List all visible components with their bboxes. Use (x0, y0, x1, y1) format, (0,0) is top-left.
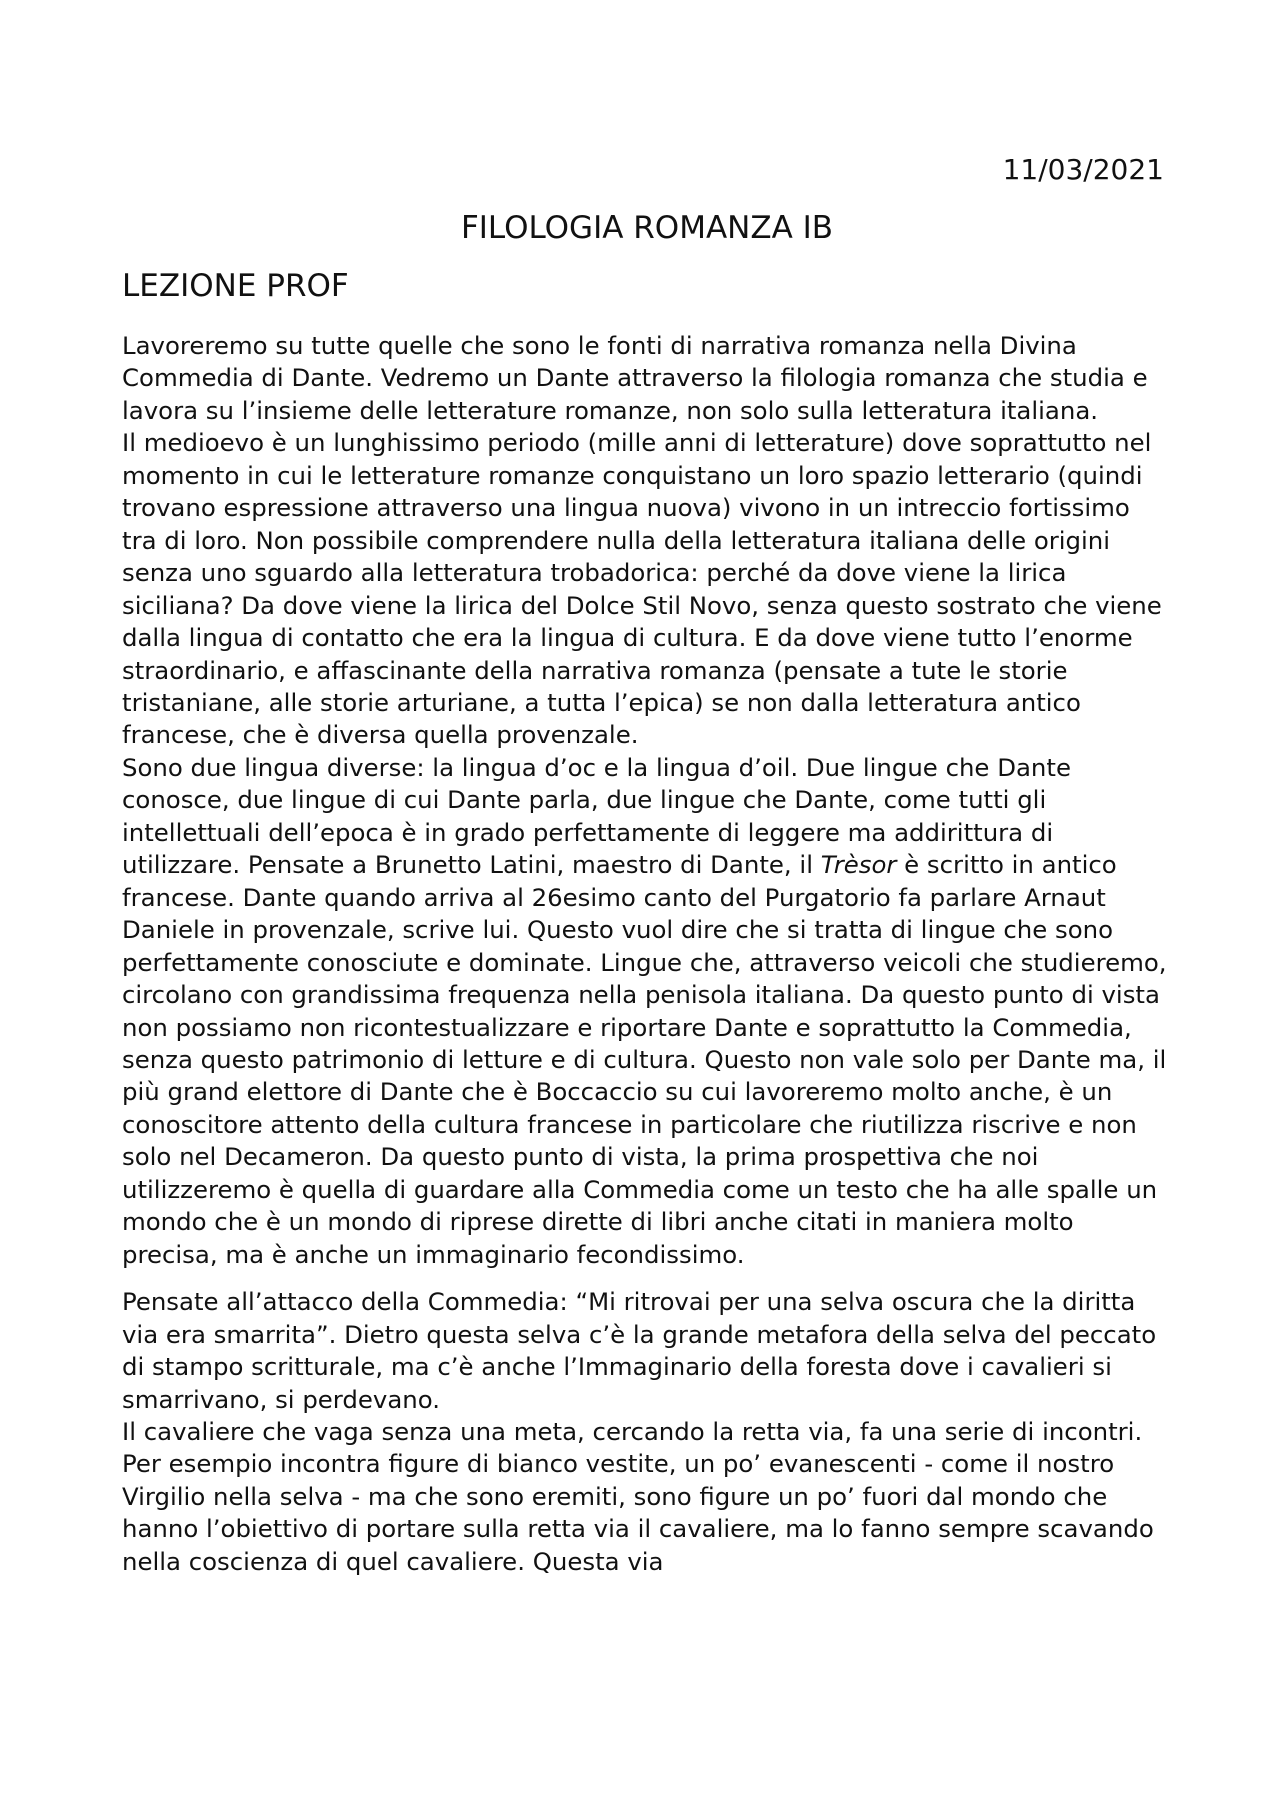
paragraph-5: Il cavaliere che vaga senza una meta, cercando la retta via, fa una serie di incontri. Per esempio incontra figure di bianco vestite, un po’ evanescenti - come il nostro Virgilio nella selva - ma che sono eremiti, sono figure un po’ fuori dal mondo che hanno l’obiettivo di portare sulla retta via il cavaliere, ma lo fanno sempre scavando nella coscienza di quel cavaliere. Questa via (122, 1416, 1154, 1576)
document-title (0, 210, 1280, 246)
paragraph-1: Lavoreremo su tutte quelle che sono le fonti di narrativa romanza nella Divina Commedia di Dante. Vedremo un Dante attraverso la filologia romanza che studia e lavora su l’insieme delle letterature romanze, non solo sulla letteratura italiana. (122, 331, 1148, 425)
document-body (122, 330, 1170, 1578)
paragraph-3-text-a: Sono due lingua diverse: la lingua d’oc e la lingua d’oil. Due lingue che Dante conosce, due lingue di cui Dante parla, due lingue che Dante, come tutti gli intellettuali dell’epoca è in grado perfettamente di leggere ma addirittura di utilizzare. Pensate a Brunetto Latini, maestro di Dante, il (122, 752, 1071, 880)
paragraph-3 (122, 752, 1170, 1271)
document-date: 11/03/2021 (1002, 153, 1164, 186)
paragraph-3-text-b: è scritto in antico francese. Dante quando arriva al 26esimo canto del Purgatorio fa parlare Arnaut Daniele in provenzale, scrive lui. Questo vuol dire che si tratta di lingue che sono perfettamente conosciute e dominate. Lingue che, attraverso veicoli che studieremo, circolano con grandissima frequenza nella penisola italiana. Da questo punto di vista non possiamo non ricontestualizzare e riportare Dante e soprattutto la Commedia, senza questo patrimonio di letture e di cultura. Questo non vale solo per Dante ma, il più grand elettore di Dante che è Boccaccio su cui lavoreremo molto anche, è un conoscitore attento della cultura francese in particolare che riutilizza riscrive e non solo nel Decameron. Da questo punto di vista, la prima prospettiva che noi utilizzeremo è quella di guardare alla Commedia come un testo che ha alle spalle un mondo che è un mondo di riprese dirette di libri anche citati in maniera molto precisa, ma è anche un immaginario fecondissimo. (122, 850, 1167, 1269)
document-title-text: FILOLOGIA ROMANZA IB (460, 210, 834, 246)
paragraph-4: Pensate all’attacco della Commedia: “Mi ritrovai per una selva oscura che la diritta via era smarrita”. Dietro questa selva c’è la grande metafora della selva del peccato di stampo scritturale, ma c’è anche l’Immaginario della foresta dove i cavalieri si smarrivano, si perdevano. (122, 1287, 1157, 1414)
tresor-title: Trèsor (820, 850, 897, 880)
section-heading: LEZIONE PROF (122, 268, 349, 304)
paragraph-2: Il medioevo è un lunghissimo periodo (mille anni di letterature) dove soprattutto nel momento in cui le letterature romanze conquistano un loro spazio letterario (quindi trovano espressione attraverso una lingua nuova) vivono in un intreccio fortissimo tra di loro. Non possibile comprendere nulla della letteratura italiana delle origini senza uno sguardo alla letteratura trobadorica: perché da dove viene la lirica siciliana? Da dove viene la lirica del Dolce Stil Novo, senza questo sostrato che viene dalla lingua di contatto che era la lingua di cultura. E da dove viene tutto l’enorme straordinario, e affascinante della narrativa romanza (pensate a tute le storie tristaniane, alle storie arturiane, a tutta l’epica) se non dalla letteratura antico francese, che è diversa quella provenzale. (122, 428, 1162, 750)
